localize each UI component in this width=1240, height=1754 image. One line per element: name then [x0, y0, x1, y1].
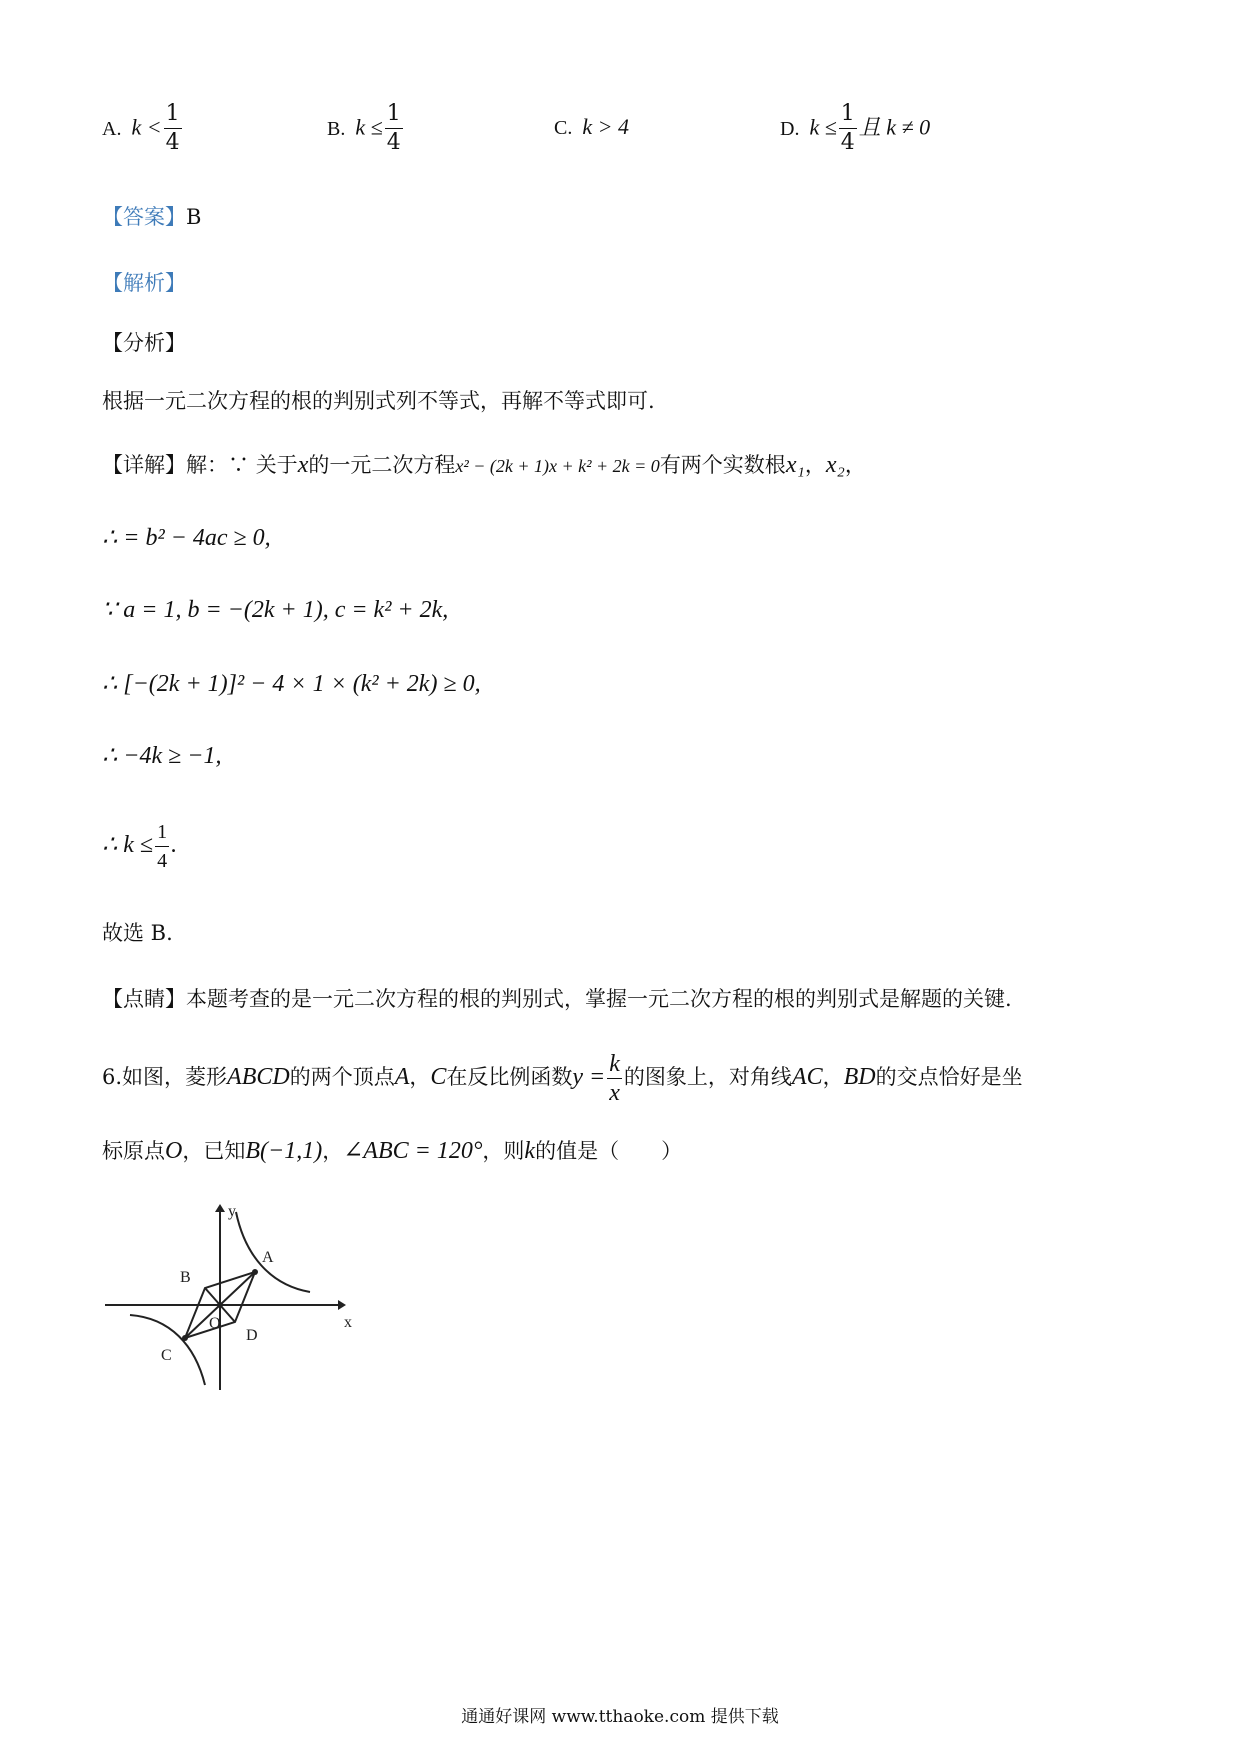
answer-value: B: [186, 205, 202, 229]
figure-label-x: x: [344, 1314, 352, 1331]
figure-label-y: y: [228, 1203, 236, 1220]
figure-label-a: A: [262, 1249, 274, 1266]
figure-label-o: O: [209, 1315, 221, 1332]
detail-line: 【详解】解：∵ 关于x的一元二次方程x² − (2k + 1)x + k² + 2k = 0有两个实数根x₁，x₂，: [102, 452, 866, 478]
option-d: D. k ≤ $\frac{1}{4}$ 且 k ≠ 0: [780, 101, 931, 155]
answer-tag: 【答案】: [102, 205, 186, 229]
footer-text: 通通好课网 www.tthaoke.com 提供下载: [461, 1707, 779, 1727]
q6-line-2: 标原点O，已知B(−1,1)，∠ABC = 120°，则k的值是（ ）: [102, 1138, 683, 1164]
figure-label-d: D: [246, 1327, 258, 1344]
rhombus-figure: [100, 1200, 370, 1400]
figure-label-b: B: [180, 1269, 191, 1286]
analysis-tag: 【解析】: [102, 271, 186, 295]
step-4: ∴ −4k ≥ −1,: [102, 743, 222, 769]
option-a: A. k < $\frac{1}{4}$: [102, 101, 180, 155]
vertex-c: [182, 1335, 188, 1341]
option-c: C. k > 4: [554, 114, 629, 139]
dianjing-text: 本题考查的是一元二次方程的根的判别式，掌握一元二次方程的根的判别式是解题的关键.: [186, 987, 1012, 1011]
option-b: B. k ≤ $\frac{1}{4}$: [327, 101, 401, 155]
step-5: ∴ k ≤ $\frac{1}{4}$ .: [102, 818, 177, 875]
step-3: ∴ [−(2k + 1)]² − 4 × 1 × (k² + 2k) ≥ 0,: [102, 671, 481, 697]
x-axis-arrow: [338, 1300, 346, 1310]
dianjing-tag: 【点睛】: [102, 987, 186, 1011]
fenxi-text: 根据一元二次方程的根的判别式列不等式，再解不等式即可.: [102, 389, 655, 413]
origin-point: [217, 1302, 223, 1308]
conclusion: 故选 B.: [102, 921, 173, 945]
q6-line-1: 6.如图，菱形ABCD的两个顶点A，C在反比例函数y = $\frac{k}{x}$ 的图象上，对角线AC，BD的交点恰好是坐: [102, 1051, 1023, 1106]
dianjing-line: [102, 984, 1012, 1014]
vertex-a: [252, 1269, 258, 1275]
answer-line: [102, 202, 201, 232]
y-axis-arrow: [215, 1204, 225, 1212]
fenxi-tag: 【分析】: [102, 331, 186, 355]
step-2: ∵ a = 1, b = −(2k + 1), c = k² + 2k,: [102, 597, 449, 623]
step-1: ∴ = b² − 4ac ≥ 0,: [102, 525, 271, 551]
figure-label-c: C: [161, 1347, 172, 1364]
